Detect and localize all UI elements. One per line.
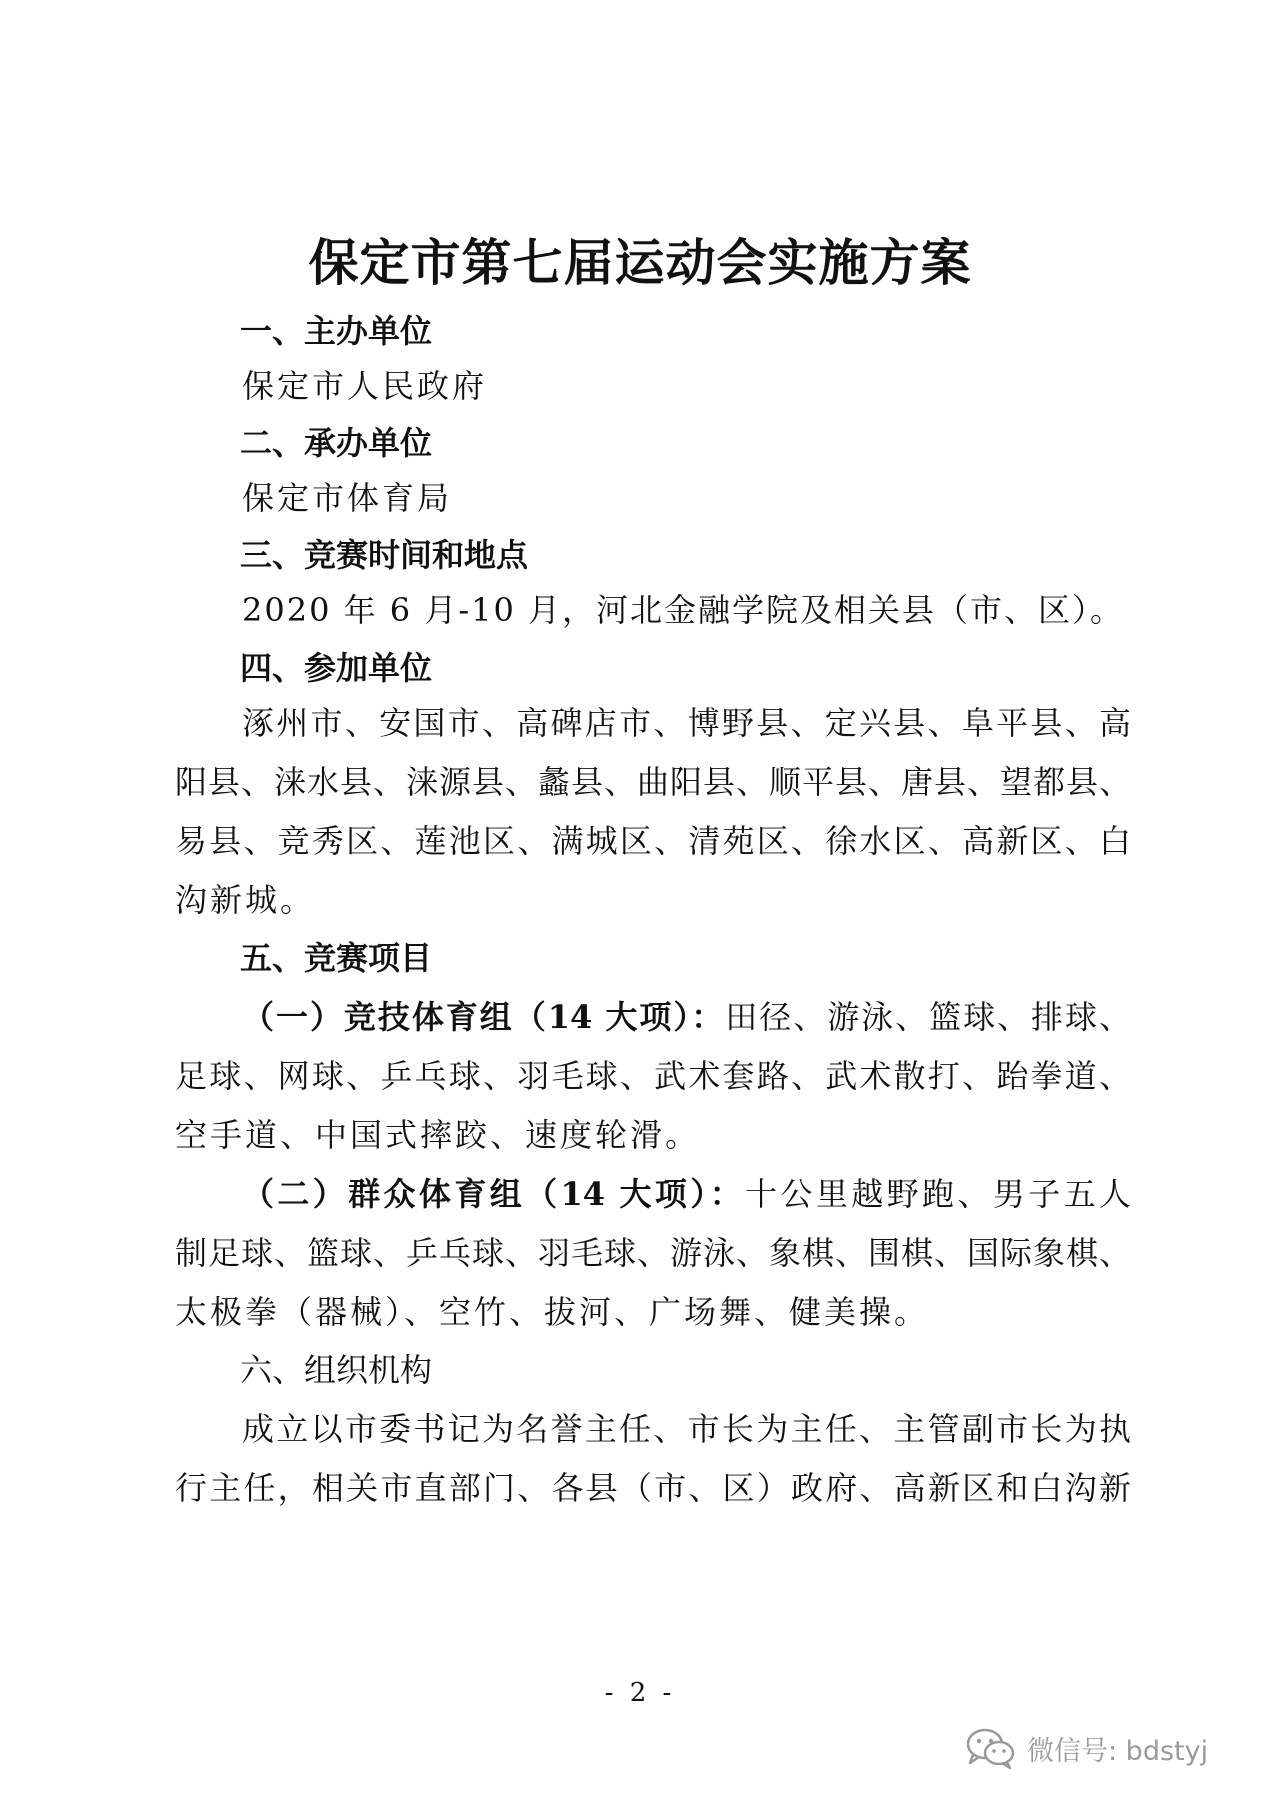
organization-line-2: 行主任，相关市直部门、各县（市、区）政府、高新区和白沟新 <box>175 1469 1131 1507</box>
events-sub1-line-2: 足球、网球、乒乓球、羽毛球、武术套路、武术散打、跆拳道、 <box>175 1057 1131 1095</box>
wechat-icon <box>965 1726 1017 1770</box>
section-heading-events: 五、竞赛项目 <box>240 939 433 977</box>
watermark-text: 微信号: bdstyj <box>1027 1735 1209 1767</box>
section-body-organizer: 保定市人民政府 <box>242 367 488 405</box>
events-sub1-first-line: 田径、游泳、篮球、排球、 <box>725 998 1131 1036</box>
events-sub2-line-1 <box>242 1174 1131 1214</box>
section-heading-time-place: 三、竞赛时间和地点 <box>240 536 529 574</box>
section-heading-organizer: 一、主办单位 <box>240 312 433 350</box>
section-heading-host: 二、承办单位 <box>240 424 433 462</box>
participants-line-1: 涿州市、安国市、高碑店市、博野县、定兴县、阜平县、高 <box>242 704 1131 742</box>
events-sub1-line-3: 空手道、中国式摔跤、速度轮滑。 <box>175 1116 701 1154</box>
events-sub2-line-2: 制足球、篮球、乒乓球、羽毛球、游泳、象棋、围棋、国际象棋、 <box>175 1234 1131 1272</box>
page-title: 保定市第七届运动会实施方案 <box>308 233 972 292</box>
events-sub1-label: （一）竞技体育组（14 大项）： <box>242 998 726 1036</box>
section-body-host: 保定市体育局 <box>242 479 453 517</box>
events-sub2-label: （二）群众体育组（14 大项）： <box>242 1175 746 1213</box>
section-heading-participants: 四、参加单位 <box>240 649 433 687</box>
organization-line-1: 成立以市委书记为名誉主任、市长为主任、主管副市长为执 <box>242 1410 1131 1448</box>
participants-line-2: 阳县、涞水县、涞源县、蠡县、曲阳县、顺平县、唐县、望都县、 <box>175 763 1131 801</box>
section-heading-organization: 六、组织机构 <box>240 1351 433 1389</box>
events-sub1-line-1 <box>242 997 1131 1037</box>
participants-line-4: 沟新城。 <box>175 881 316 919</box>
events-sub2-line-3: 太极拳（器械）、空竹、拔河、广场舞、健美操。 <box>175 1293 930 1331</box>
participants-line-3: 易县、竞秀区、莲池区、满城区、清苑区、徐水区、高新区、白 <box>175 822 1131 860</box>
section-body-time-place: 2020 年 6 月-10 月，河北金融学院及相关县（市、区）。 <box>242 591 1125 629</box>
wechat-watermark <box>965 1726 1208 1770</box>
events-sub2-first-line: 十公里越野跑、男子五人 <box>745 1175 1131 1213</box>
page-number: - 2 - <box>604 1678 676 1708</box>
